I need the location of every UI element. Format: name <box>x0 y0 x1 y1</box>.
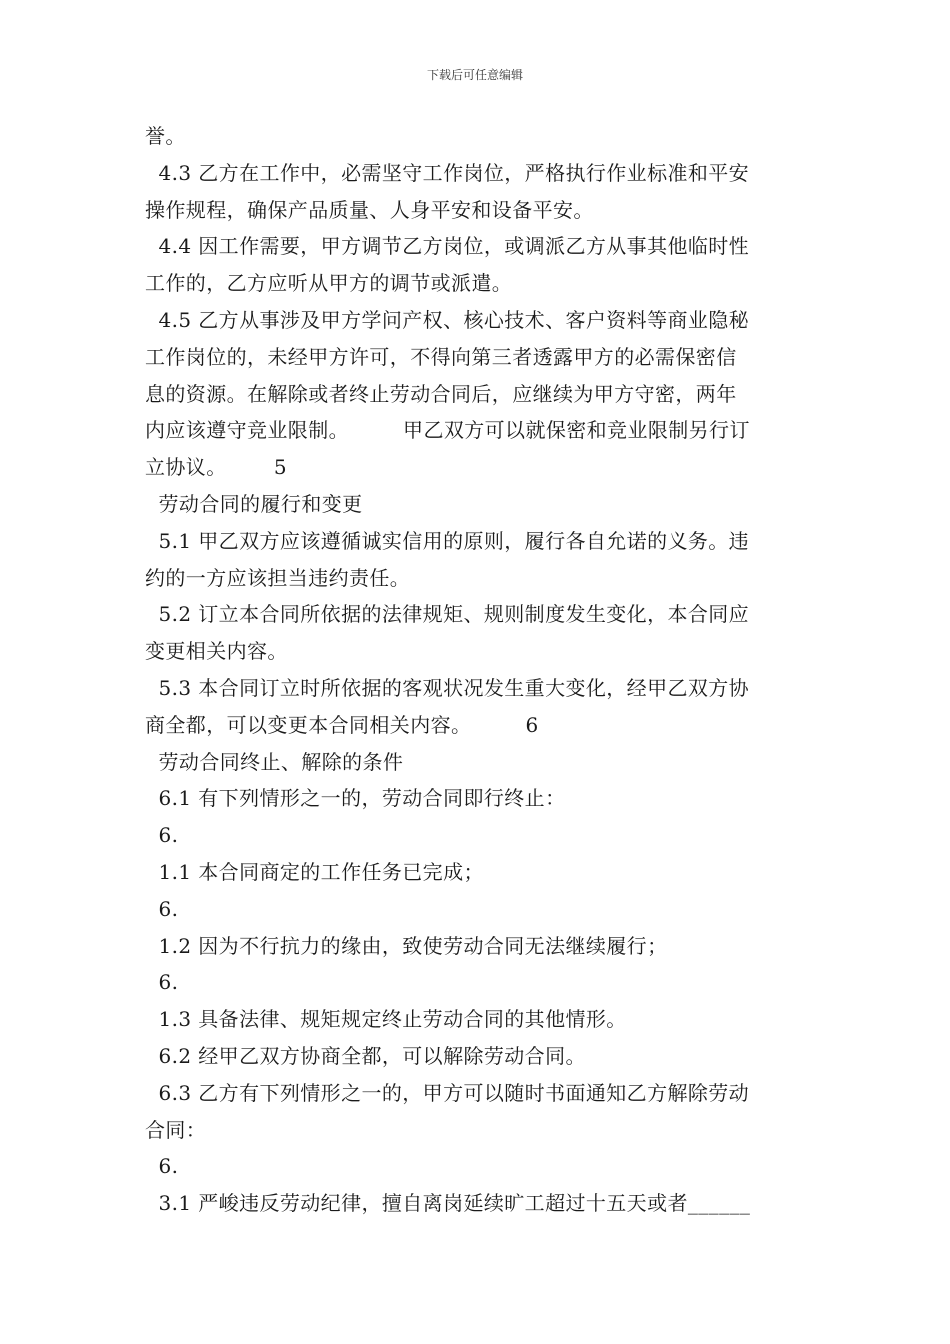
text-line: 工作岗位的，未经甲方许可，不得向第三者透露甲方的必需保密信 <box>145 344 737 369</box>
text-line: 立协议。 5 <box>145 455 288 480</box>
text-line: 3.1 严峻违反劳动纪律，擅自离岗延续旷工超过十五天或者______ <box>145 1191 751 1216</box>
text-line: 变更相关内容。 <box>145 639 288 664</box>
text-line: 1.3 具备法律、规矩规定终止劳动合同的其他情形。 <box>145 1007 627 1032</box>
text-line: 6. <box>145 970 179 995</box>
text-line: 6.2 经甲乙双方协商全都，可以解除劳动合同。 <box>145 1043 586 1068</box>
text-line: 6.1 有下列情形之一的，劳动合同即行终止： <box>145 786 566 811</box>
text-line: 6.3 乙方有下列情形之一的，甲方可以随时书面通知乙方解除劳动 <box>145 1080 750 1105</box>
text-line: 誉。 <box>145 124 186 148</box>
text-line: 操作规程，确保产品质量、人身平安和设备平安。 <box>145 197 594 222</box>
text-line: 1.1 本合同商定的工作任务已完成； <box>145 859 484 884</box>
text-line: 4.3 乙方在工作中，必需坚守工作岗位，严格执行作业标准和平安 <box>145 160 750 185</box>
text-line: 约的一方应该担当违约责任。 <box>145 565 411 590</box>
text-line: 6. <box>145 823 179 848</box>
text-line: 息的资源。在解除或者终止劳动合同后，应继续为甲方守密，两年 <box>145 381 737 406</box>
text-line: 5.3 本合同订立时所依据的客观状况发生重大变化，经甲乙双方协 <box>145 675 750 700</box>
text-line: 4.5 乙方从事涉及甲方学问产权、核心技术、客户资料等商业隐秘 <box>145 307 750 332</box>
page-header: 下载后可任意编辑 <box>426 68 523 82</box>
text-line: 5.2 订立本合同所依据的法律规矩、规则制度发生变化，本合同应 <box>145 602 750 627</box>
section-heading: 劳动合同的履行和变更 <box>145 491 363 516</box>
text-line: 合同： <box>145 1117 207 1142</box>
text-line: 1.2 因为不行抗力的缘由，致使劳动合同无法继续履行； <box>145 933 668 958</box>
document-body <box>145 118 810 1222</box>
text-line: 6. <box>145 1154 179 1179</box>
text-line: 4.4 因工作需要，甲方调节乙方岗位，或调派乙方从事其他临时性 <box>145 234 750 259</box>
text-line: 商全都，可以变更本合同相关内容。 6 <box>145 712 539 737</box>
text-line: 工作的，乙方应听从甲方的调节或派遣。 <box>145 271 513 296</box>
text-line: 6. <box>145 896 179 921</box>
section-heading: 劳动合同终止、解除的条件 <box>145 749 404 774</box>
text-line: 5.1 甲乙双方应该遵循诚实信用的原则，履行各自允诺的义务。违 <box>145 528 750 553</box>
text-line: 内应该遵守竞业限制。 甲乙双方可以就保密和竞业限制另行订 <box>145 418 750 443</box>
